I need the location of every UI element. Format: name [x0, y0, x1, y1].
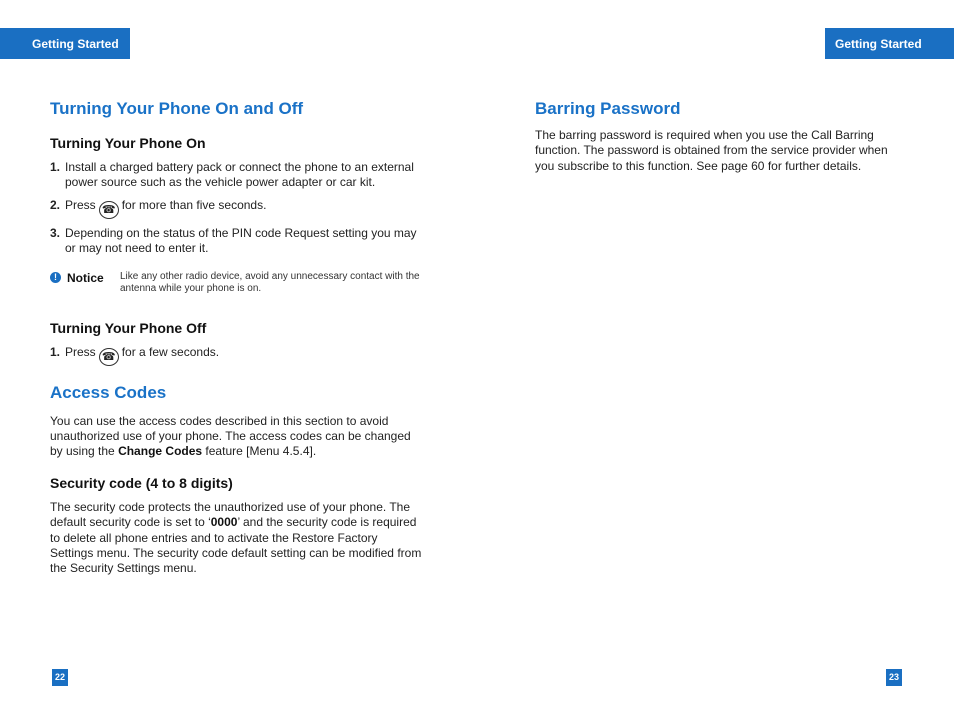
list-item — [50, 160, 422, 191]
page-number-left: 22 — [52, 669, 68, 686]
default-code-value: 0000 — [210, 515, 238, 530]
page-number-right: 23 — [886, 669, 902, 686]
list-item — [50, 345, 422, 366]
list-item — [50, 226, 422, 257]
notice-badge — [50, 271, 120, 285]
off-steps-list — [50, 345, 422, 366]
section-title-access-codes: Access Codes — [50, 382, 167, 402]
list-item — [50, 198, 422, 219]
notice-text: Like any other radio device, avoid any unnecessary contact with the antenna while your phone is on. — [120, 270, 420, 294]
access-intro-text-end: feature [Menu 4.5.4]. — [205, 444, 317, 459]
header-tab-right — [825, 28, 954, 59]
header-tab-left-label: Getting Started — [32, 36, 119, 51]
notice-label: Notice — [67, 270, 104, 285]
step-number: 3. — [50, 225, 61, 240]
step-text: Install a charged battery pack or connect the phone to an external power source such as the vehicle power adapter or car kit. — [65, 160, 414, 190]
header-tab-left — [0, 28, 130, 59]
barring-password-paragraph: The barring password is required when you use the Call Barring function. The password is obtained from the service provider when you subscribe to this function. See page 60 for further details. — [535, 128, 888, 173]
exclamation-icon: ! — [50, 272, 61, 283]
subsection-title-security-code: Security code (4 to 8 digits) — [50, 474, 233, 491]
security-text: The security code protects the unauthorized use of your phone. The default security code is set to ‘ — [50, 499, 410, 530]
security-code-paragraph — [50, 500, 422, 577]
subsection-title-phone-on: Turning Your Phone On — [50, 135, 206, 151]
phone-end-key-icon: ☎ — [99, 348, 119, 366]
on-steps-list — [50, 160, 422, 257]
notice-box — [50, 271, 422, 295]
section-title-barring-password: Barring Password — [535, 99, 681, 118]
change-codes-term: Change Codes — [118, 444, 203, 459]
left-page-column — [50, 98, 422, 577]
step-number: 1. — [50, 160, 61, 174]
access-intro-text: You can use the access codes described in this section to avoid unauthorized use of your phone. The access codes can be changed by using the — [50, 413, 411, 459]
section-title-on-off: Turning Your Phone On and Off — [50, 99, 304, 118]
subsection-title-phone-off: Turning Your Phone Off — [50, 319, 207, 336]
security-text-end: ’ and the security code is required to delete all phone entries and to activate the Restore Factory Settings menu. The security code default setting can be modified from the Security Settings menu. — [50, 515, 422, 576]
step-text-post: for more than five seconds. — [121, 197, 267, 212]
right-page-column — [535, 98, 907, 174]
step-number: 1. — [50, 344, 61, 359]
step-text-pre: Press — [65, 197, 96, 212]
step-text — [65, 198, 266, 219]
header-tab-right-label: Getting Started — [835, 36, 922, 51]
phone-end-key-icon: ☎ — [99, 201, 119, 219]
step-text — [65, 345, 219, 366]
step-text: Depending on the status of the PIN code Request setting you may or may not need to enter it. — [65, 225, 417, 256]
step-text-post: for a few seconds. — [121, 344, 220, 359]
step-number: 2. — [50, 197, 61, 212]
step-text-pre: Press — [65, 344, 96, 359]
access-codes-intro — [50, 414, 422, 460]
